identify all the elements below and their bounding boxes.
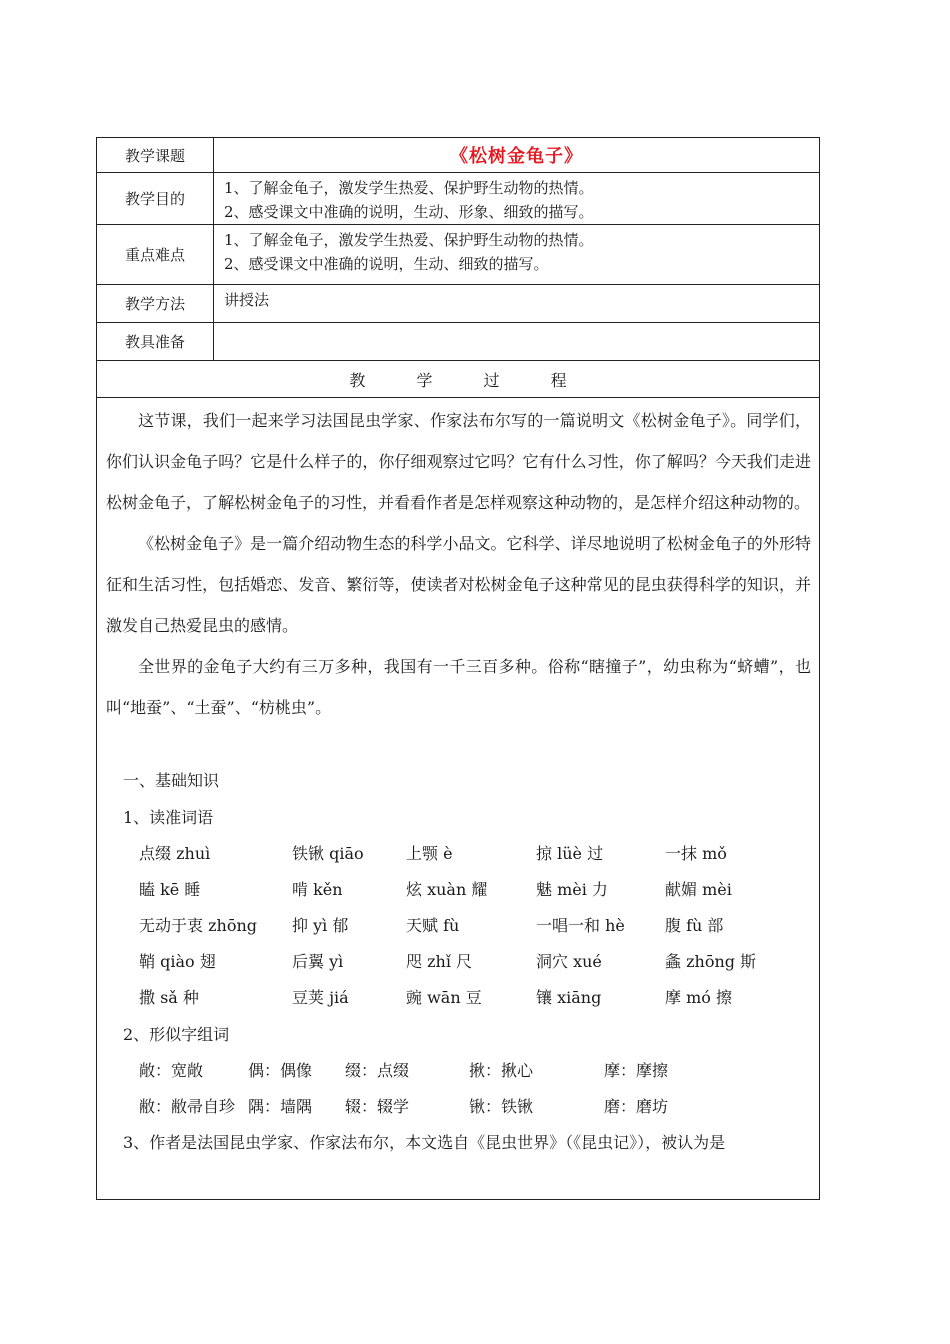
- vocab-item: 一抹 mǒ: [665, 844, 727, 863]
- subsection-heading: 1、读准词语: [123, 808, 214, 827]
- vocab-item: 撒 sǎ 种: [139, 988, 199, 1007]
- similar-row: [106, 1053, 811, 1089]
- vocab-row: [106, 872, 811, 908]
- similar-item: 偶：偶像: [248, 1061, 313, 1080]
- vocab-item: 洞穴 xué: [536, 952, 602, 971]
- section-heading: 一、基础知识: [123, 771, 220, 790]
- vocab-row: [106, 944, 811, 980]
- process-char: 过: [483, 370, 500, 390]
- goal-item: 2、感受课文中准确的说明，生动、形象、细致的描写。: [224, 203, 594, 221]
- method-label: 教学方法: [97, 285, 214, 323]
- goal-item: 1、了解金龟子，激发学生热爱、保护野生动物的热情。: [224, 179, 594, 197]
- vocab-item: 豌 wān 豆: [406, 988, 482, 1007]
- similar-row: [106, 1089, 811, 1125]
- vocab-item: 点缀 zhuì: [139, 844, 211, 863]
- vocab-item: 一唱一和 hè: [536, 916, 625, 935]
- vocab-row: [106, 908, 811, 944]
- intro-paragraph: 全世界的金龟子大约有三万多种，我国有一千三百多种。俗称“瞎撞子”，幼虫称为“蛴螬”，也叫“地蚕”、“土蚕”、“枋桃虫”。: [106, 657, 811, 717]
- similar-item: 缀：点缀: [345, 1061, 410, 1080]
- process-char: 学: [416, 370, 433, 390]
- vocab-item: 无动于衷 zhōng: [139, 916, 258, 935]
- vocab-item: 螽 zhōng 斯: [665, 952, 757, 971]
- similar-item: 磨：磨坊: [604, 1097, 669, 1116]
- process-char: 教: [349, 370, 366, 390]
- vocab-item: 啃 kěn: [292, 880, 343, 899]
- vocab-item: 抑 yì 郁: [292, 916, 349, 935]
- similar-item: 隅：墙隅: [248, 1097, 313, 1116]
- intro-paragraph: 《松树金龟子》是一篇介绍动物生态的科学小品文。它科学、详尽地说明了松树金龟子的外形特征和生活习性，包括婚恋、发音、繁衍等，使读者对松树金龟子这种常见的昆虫获得科学的知识，并激发自己热爱昆虫的感情。: [106, 534, 811, 635]
- vocab-row: [106, 836, 811, 872]
- page-title: 《松树金龟子》: [450, 146, 583, 167]
- title-cell: [214, 138, 820, 173]
- similar-item: 摩：摩擦: [604, 1061, 669, 1080]
- subsection-text: 3、作者是法国昆虫学家、作家法布尔，本文选自《昆虫世界》（《昆虫记》），被认为是: [123, 1133, 726, 1152]
- tools-label: 教具准备: [97, 323, 214, 361]
- key-content: [214, 225, 820, 285]
- process-heading: [97, 361, 820, 398]
- similar-item: 敝：敝帚自珍: [139, 1097, 236, 1116]
- similar-item: 辍：辍学: [345, 1097, 410, 1116]
- subsection-heading: 2、形似字组词: [123, 1025, 230, 1044]
- vocab-item: 镶 xiāng: [536, 988, 602, 1007]
- goal-content: [214, 173, 820, 225]
- vocab-item: 后翼 yì: [292, 952, 344, 971]
- key-item: 2、感受课文中准确的说明，生动、细致的描写。: [224, 255, 549, 273]
- similar-item: 揪：揪心: [469, 1061, 534, 1080]
- vocab-item: 上颚 è: [406, 844, 453, 863]
- process-char: 程: [550, 370, 567, 390]
- vocab-item: 咫 zhǐ 尺: [406, 952, 473, 971]
- vocab-item: 魅 mèi 力: [536, 880, 608, 899]
- vocab-item: 豆荚 jiá: [292, 988, 349, 1007]
- key-item: 1、了解金龟子，激发学生热爱、保护野生动物的热情。: [224, 231, 594, 249]
- vocab-item: 瞌 kē 睡: [139, 880, 201, 899]
- process-body: [97, 398, 820, 1200]
- topic-label: 教学课题: [97, 138, 214, 173]
- vocab-item: 掠 lüè 过: [536, 844, 604, 863]
- similar-item: 敞：宽敞: [139, 1061, 204, 1080]
- vocab-item: 天赋 fù: [406, 916, 460, 935]
- vocab-item: 炫 xuàn 耀: [406, 880, 488, 899]
- goal-label: 教学目的: [97, 173, 214, 225]
- lesson-plan-table: [96, 137, 820, 1200]
- method-value: 讲授法: [214, 285, 820, 323]
- vocab-item: 腹 fù 部: [665, 916, 724, 935]
- similar-item: 锹：铁锹: [469, 1097, 534, 1116]
- vocab-item: 铁锹 qiāo: [292, 844, 364, 863]
- vocab-item: 摩 mó 擦: [665, 988, 732, 1007]
- vocab-item: 鞘 qiào 翅: [139, 952, 216, 971]
- key-label: 重点难点: [97, 225, 214, 285]
- vocab-item: 献媚 mèi: [665, 880, 732, 899]
- tools-value: [214, 323, 820, 361]
- intro-paragraph: 这节课，我们一起来学习法国昆虫学家、作家法布尔写的一篇说明文《松树金龟子》。同学们，你们认识金龟子吗？它是什么样子的，你仔细观察过它吗？它有什么习性，你了解吗？今天我们走进松树金龟子，了解松树金龟子的习性，并看看作者是怎样观察这种动物的，是怎样介绍这种动物的。: [106, 411, 811, 512]
- vocab-row: [106, 980, 811, 1016]
